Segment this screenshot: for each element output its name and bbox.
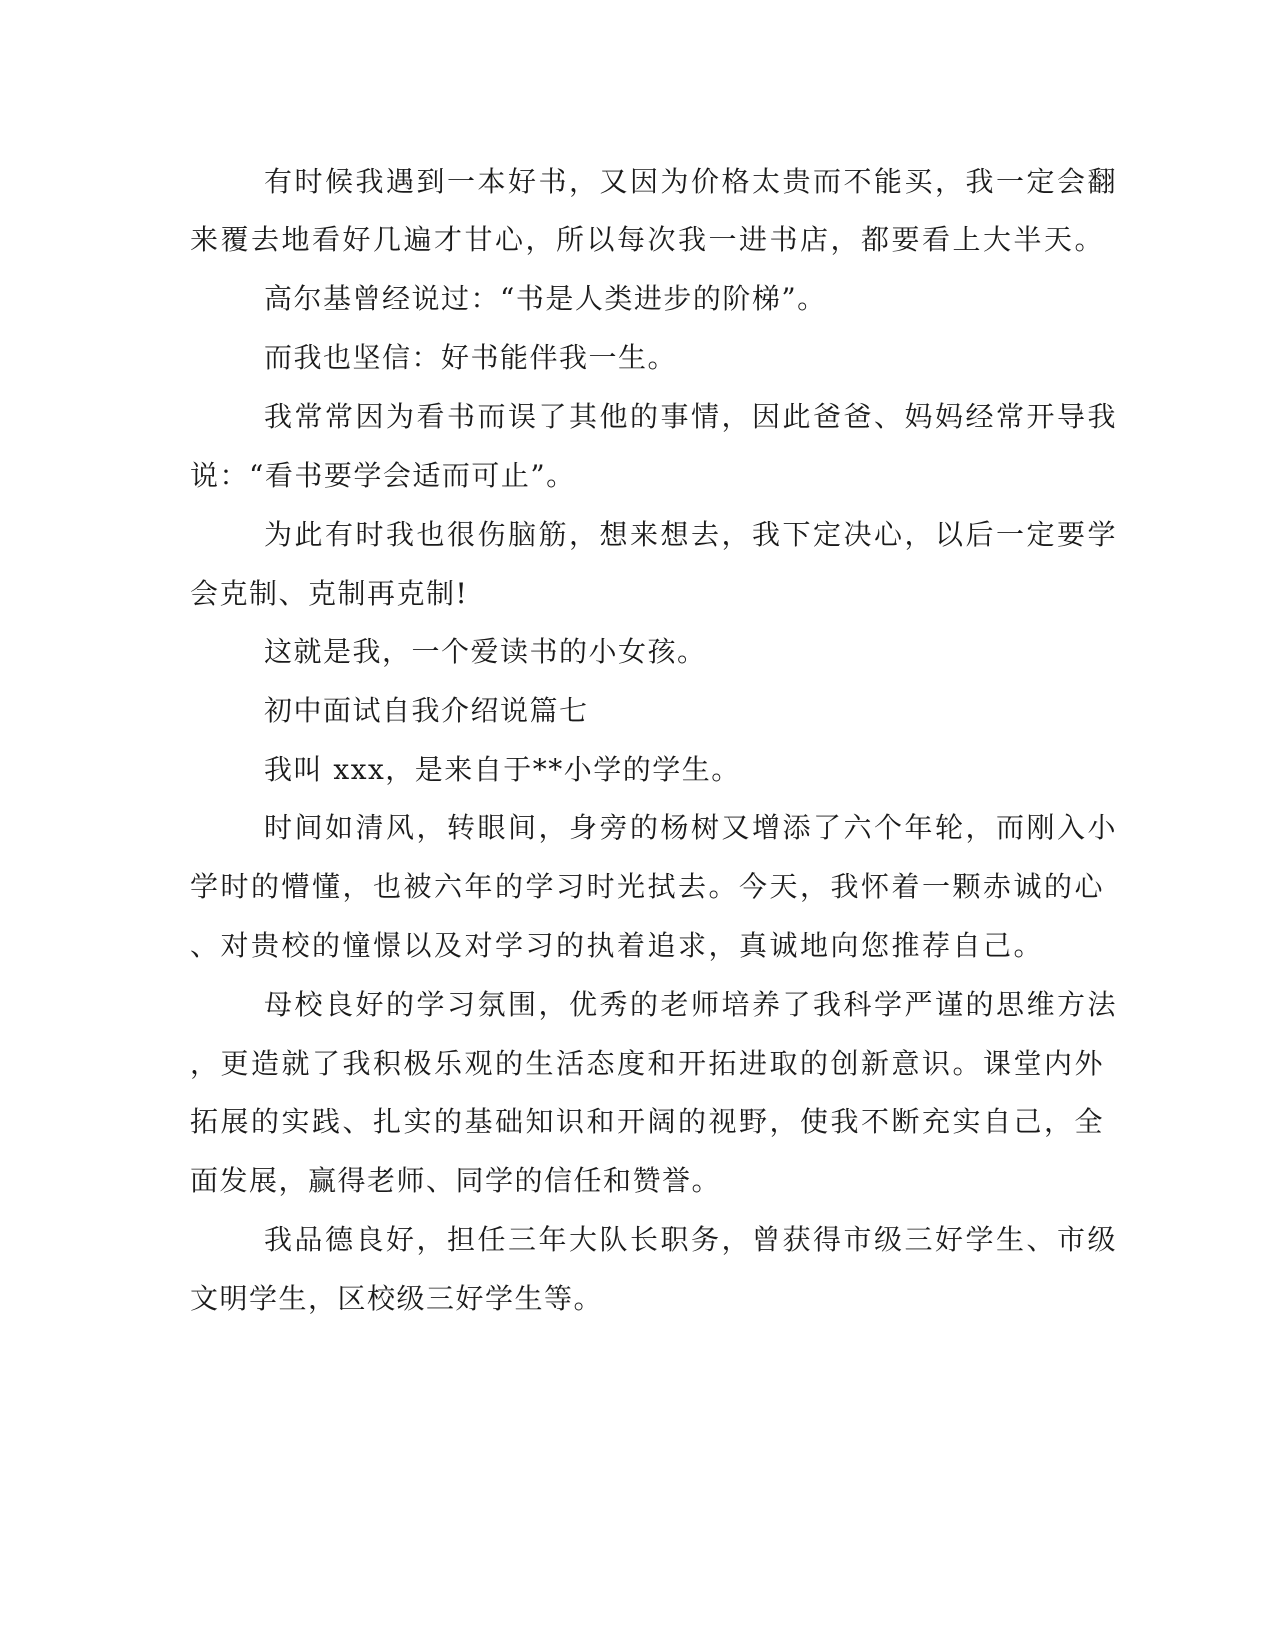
paragraph-line: 高尔基曾经说过：“书是人类进步的阶梯”。: [264, 282, 827, 315]
paragraph-line: 我品德良好，担任三年大队长职务，曾获得市级三好学生、市级: [264, 1223, 1119, 1256]
paragraph-line: 我常常因为看书而误了其他的事情，因此爸爸、妈妈经常开导我: [264, 400, 1119, 433]
paragraph-line: 这就是我，一个爱读书的小女孩。: [264, 635, 707, 668]
paragraph-line: 有时候我遇到一本好书，又因为价格太贵而不能买，我一定会翻: [264, 165, 1119, 198]
paragraph-line: 母校良好的学习氛围，优秀的老师培养了我科学严谨的思维方法: [264, 988, 1119, 1021]
paragraph-line: 我叫 xxx，是来自于**小学的学生。: [264, 753, 741, 786]
paragraph-line: 文明学生，区校级三好学生等。: [190, 1282, 604, 1315]
paragraph-line: 来覆去地看好几遍才甘心，所以每次我一进书店，都要看上大半天。: [190, 223, 1106, 256]
paragraph-line: 会克制、克制再克制!: [190, 577, 469, 610]
paragraph-line: 而我也坚信：好书能伴我一生。: [264, 341, 678, 374]
paragraph-line: 时间如清风，转眼间，身旁的杨树又增添了六个年轮，而刚入小: [264, 811, 1119, 844]
section-heading: 初中面试自我介绍说篇七: [264, 694, 589, 727]
paragraph-line: 为此有时我也很伤脑筋，想来想去，我下定决心，以后一定要学: [264, 518, 1119, 551]
paragraph-line: 面发展，赢得老师、同学的信任和赞誉。: [190, 1164, 722, 1197]
paragraph-line: 、对贵校的憧憬以及对学习的执着追求，真诚地向您推荐自己。: [190, 929, 1045, 962]
paragraph-line: 学时的懵懂，也被六年的学习时光拭去。今天，我怀着一颗赤诚的心: [190, 870, 1106, 903]
paragraph-line: 说：“看书要学会适而可止”。: [190, 459, 576, 492]
paragraph-line: ，更造就了我积极乐观的生活态度和开拓进取的创新意识。课堂内外: [190, 1047, 1106, 1080]
paragraph-line: 拓展的实践、扎实的基础知识和开阔的视野，使我不断充实自己，全: [190, 1105, 1106, 1138]
